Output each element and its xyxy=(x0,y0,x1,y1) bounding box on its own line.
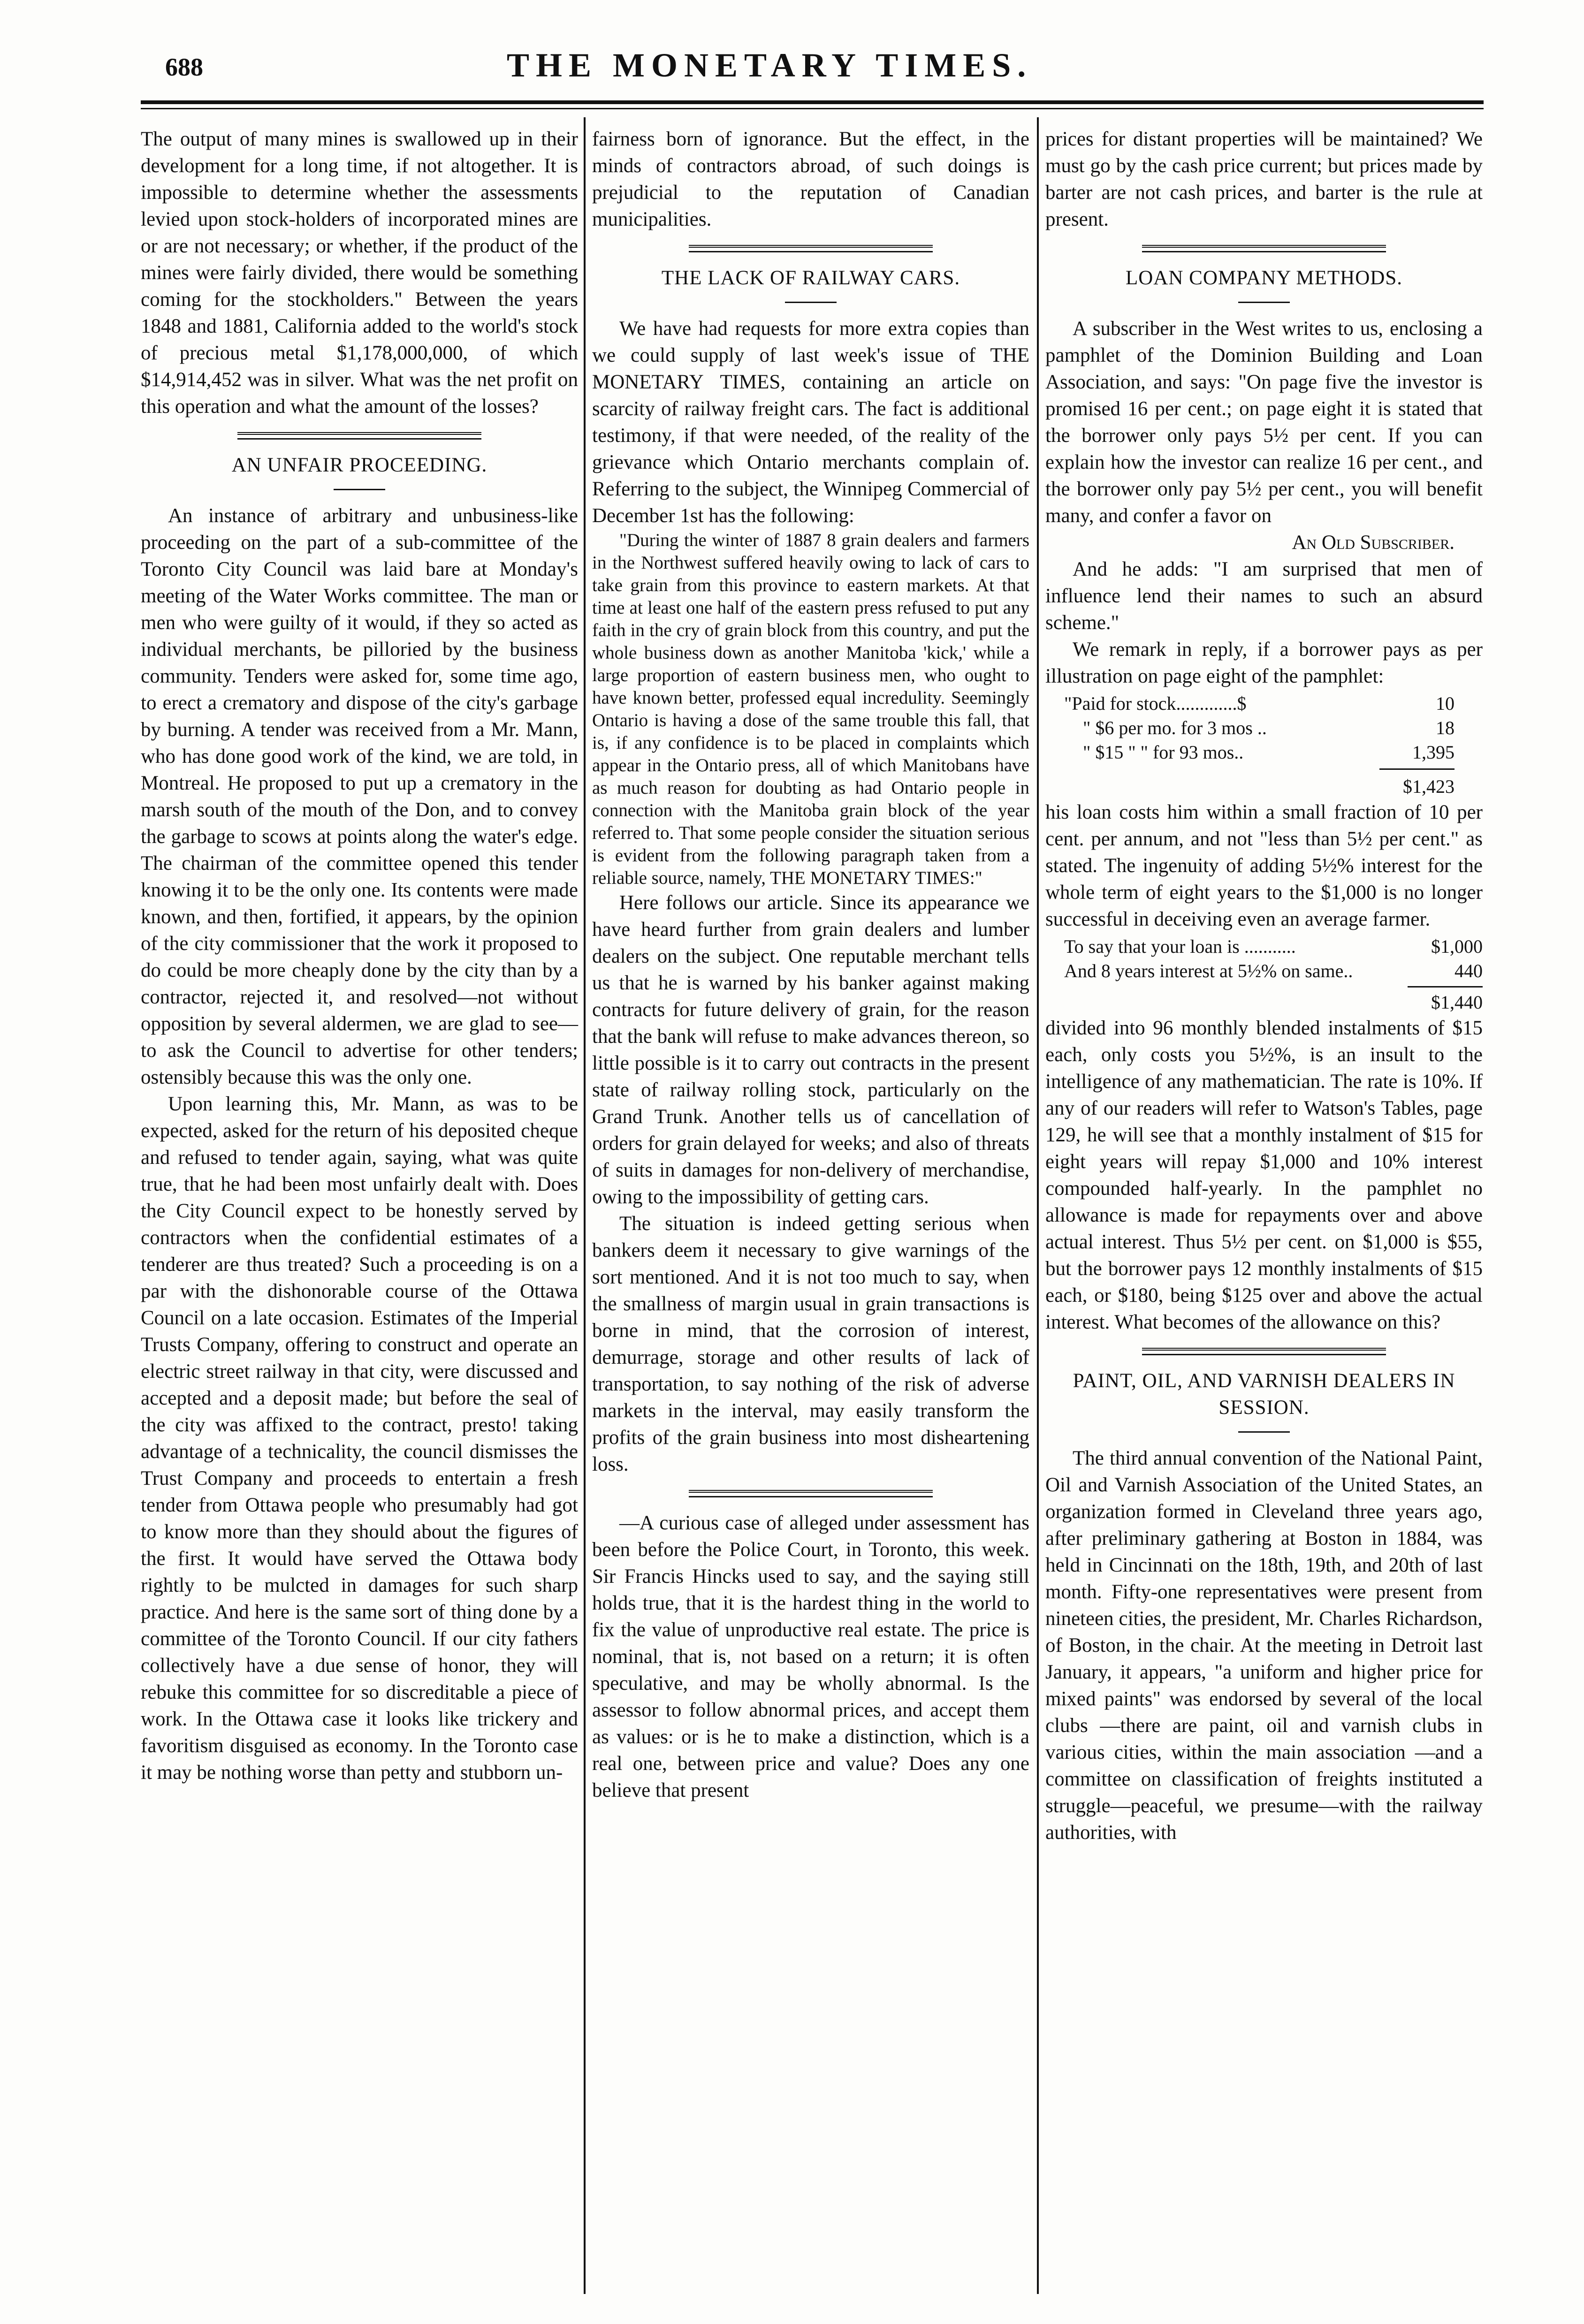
page-number: 688 xyxy=(165,53,203,81)
loan-label: And 8 years interest at 5½% on same.. xyxy=(1064,960,1353,981)
payment-row xyxy=(1064,716,1455,740)
column-2 xyxy=(592,126,1029,1804)
section-separator xyxy=(689,245,933,252)
payment-amount: 10 xyxy=(1436,693,1455,714)
article-paragraph: divided into 96 monthly blended instalments of $15 each, only costs you 5½%, is an insult to the intelligence of any mathematician. The rate is 10%. If any of our readers will refer to Watson's Tables, page 129, he will see that a monthly instalment of $15 for eight years will repay $1,000 and 10% interest compounded half-yearly. In the pamphlet no allowance is made for repayments over and above actual interest. Thus 5½ per cent. on $1,000 is $55, but the borrower pays 12 monthly instalments of $15 each, or $180, being $125 over and above the actual interest. What becomes of the allowance on this? xyxy=(1045,1017,1483,1333)
loan-row xyxy=(1064,934,1483,959)
payment-row xyxy=(1064,691,1455,716)
article-paragraph: Upon learning this, Mr. Mann, as was to be expected, asked for the return of his deposited cheque and refused to tender again, saying, what was quite true, that he had been most unfairly dealt with. Does the City Council expect to be honestly served by contractors when the confidential estimates of a tenderer are thus treated? Such a proceeding is on a par with the dishonorable course of the Ottawa Council on a late occasion. Estimates of the Imperial Trusts Company, offering to construct and operate an electric street railway in that city, were discussed and accepted and a deposit made; but before the seal of the city was affixed to the contract, presto! taking advantage of a technicality, the council dismisses the Trust Company and proceeds to entertain a fresh tender from Ottawa people who presumably had got to know more than they should about the figures of the first. It would have served the Ottawa body rightly to be mulcted in damages for such sharp practice. And here is the same sort of thing done by a committee of the Toronto Council. If our city fathers collectively have a due sense of honor, they will rebuke this committee for so discreditable a piece of work. In the Ottawa case it looks like trickery and favoritism disguised as economy. In the Toronto case it may be nothing worse than petty and stubborn un- xyxy=(141,1093,578,1784)
heading-underline xyxy=(1238,302,1290,303)
article-heading-paint-oil-varnish: PAINT, OIL, AND VARNISH DEALERS IN SESSION. xyxy=(1073,1370,1455,1419)
loan-total: $1,440 xyxy=(1431,992,1483,1013)
mines-paragraph-continued: The output of many mines is swallowed up in their development for a long time, if not altogether. It is impossible to determine whether the assessments levied upon stock-holders of incorporated mines are or are not necessary; or whether, if the product of the mines were fairly divided, there would be something coming for the stockholders." Between the years 1848 and 1881, California added to the world's stock of precious metal $1,178,000,000, of which $14,914,452 was in silver. What was the net profit on this operation and what the amount of the losses? xyxy=(141,128,578,418)
article-paragraph: An instance of arbitrary and unbusiness-like proceeding on the part of a sub-committee of the Toronto City Council was laid bare at Monday's meeting of the Water Works committee. The man or men who were guilty of it would, if they so acted as individual merchants, be pilloried by the business community. Tenders were asked for, some time ago, to erect a crematory and dispose of the city's garbage by burning. A tender was received from a Mr. Mann, who has done good work of the kind, we are told, in Montreal. He proposed to put up a crematory in the marsh south of the mouth of the Don, and to convey the garbage to scows at points along the water's edge. The chairman of the committee opened this tender knowing it to be the only one. Its contents were made known, and then, fortified, it appears, by the opinion of the city commissioner that the work it proposed to do could be more cheaply done by the city than by a contractor, rejected it, and resolved—not without opposition by several aldermen, we are glad to see—to ask the Council to advertise for other tenders; ostensibly because this was the only one. xyxy=(141,505,578,1088)
column-divider-1 xyxy=(584,117,586,2294)
article-paragraph: his loan costs him within a small fraction of 10 per cent. per annum, and not "less than 5½ per cent." as stated. The ingenuity of adding 5½% interest for the whole term of eight years to the $1,000 is no longer successful in deceiving even an average farmer. xyxy=(1045,801,1483,930)
article-paragraph: We remark in reply, if a borrower pays as per illustration on page eight of the pamphlet: xyxy=(1045,638,1483,687)
article-paragraph: The situation is indeed getting serious when bankers deem it necessary to give warnings of the sort mentioned. And it is not too much to say, when the smallness of margin usual in grain transactions is borne in mind, that the corrosion of interest, demurrage, storage and other results of lack of transportation, to say nothing of the risk of adverse markets in the interval, may easily transform the profits of the grain business into most disheartening loss. xyxy=(592,1213,1029,1475)
loan-amount: 440 xyxy=(1455,960,1483,981)
article-paragraph: A subscriber in the West writes to us, enclosing a pamphlet of the Dominion Building and Loan Association, and says: "On page five the investor is promised 16 per cent.; on page eight it is stated that the borrower only pays 5½ per cent. If you can explain how the investor can realize 16 per cent., and the borrower only pay 5½ per cent., you will benefit many, and confer a favor on xyxy=(1045,318,1483,527)
loan-label: To say that your loan is ........... xyxy=(1064,936,1296,957)
assessment-paragraph-continued: prices for distant properties will be maintained? We must go by the cash price current; but prices made by barter are not cash prices, and barter is the rule at present. xyxy=(1045,128,1483,230)
article-heading-loan-company: LOAN COMPANY METHODS. xyxy=(1125,267,1402,289)
unfair-proceeding-continued: fairness born of ignorance. But the effect, in the minds of contractors abroad, of such doings is prejudicial to the reputation of Canadian municipalities. xyxy=(592,128,1029,230)
news-item-paragraph: —A curious case of alleged under assessment has been before the Police Court, in Toronto, this week. Sir Francis Hincks used to say, and the saying still holds true, that it is the hardest thing in the world to fix the value of unproductive real estate. The price is nominal, that is, not based on a return; it is often speculative, and may be wholly abnormal. Is the assessor to follow abnormal prices, and accept them as values: or is he to make a distinction, which is a real one, between price and value? Does any one believe that present xyxy=(592,1512,1029,1801)
loan-table xyxy=(1064,934,1483,1015)
sum-rule xyxy=(1379,768,1455,770)
payment-label: " $6 per mo. for 3 mos .. xyxy=(1083,717,1267,738)
heading-underline xyxy=(334,489,385,490)
section-separator xyxy=(1142,1348,1386,1355)
article-paragraph: Here follows our article. Since its appearance we have heard further from grain dealers and lumber dealers on the subject. One reputable merchant tells us that he is warned by his banker against making contracts for future delivery of grain, for the reason that the bank will refuse to make advances thereon, so little possible is it to carry out contracts in the present state of railway rolling stock, particularly on the Grand Trunk. Another tells us of cancellation of orders for grain delayed for weeks; and also of threats of suits in damages for non-delivery of merchandise, owing to the impossibility of getting cars. xyxy=(592,892,1029,1208)
payment-row xyxy=(1064,740,1455,765)
column-1 xyxy=(141,126,578,1786)
payment-amount: 18 xyxy=(1436,717,1455,738)
article-paragraph: And he adds: "I am surprised that men of influence lend their names to such an absurd scheme." xyxy=(1045,558,1483,634)
column-divider-2 xyxy=(1037,117,1039,2294)
letter-signature: An Old Subscriber. xyxy=(1292,532,1455,554)
article-heading-railway-cars: THE LACK OF RAILWAY CARS. xyxy=(661,267,960,289)
article-paragraph: The third annual convention of the National Paint, Oil and Varnish Association of the United States, an organization formed in Cleveland three years ago, after preliminary gathering at Boston in 1884, was held in Cincinnati on the 18th, 19th, and 20th of last month. Fifty-one representatives were present from nineteen cities, the president, Mr. Charles Richardson, of Boston, in the chair. At the meeting in Detroit last January, it appears, "a uniform and higher price for mixed paints" was endorsed by several of the local clubs —there are paint, oil and varnish clubs in various cities, within the main association —and a committee on classification of freights instituted a struggle—peaceful, we presume—with the railway authorities, with xyxy=(1045,1447,1483,1844)
masthead-title: THE MONETARY TIMES. xyxy=(507,46,1033,84)
loan-amount: $1,000 xyxy=(1431,936,1483,957)
payment-table xyxy=(1064,691,1455,799)
sum-rule xyxy=(1408,986,1483,987)
article-paragraph: We have had requests for more extra copies than we could supply of last week's issue of THE MONETARY TIMES, containing an article on scarcity of railway freight cars. The fact is additional testimony, if that were needed, of the reality of the grievance which Ontario merchants complain of. Referring to the subject, the Winnipeg Commercial of December 1st has the following: xyxy=(592,318,1029,527)
loan-row xyxy=(1064,959,1483,983)
payment-label: " $15 " " for 93 mos.. xyxy=(1083,742,1244,763)
header-rule-thin xyxy=(141,108,1484,109)
payment-total: $1,423 xyxy=(1403,776,1455,797)
heading-underline xyxy=(785,302,837,303)
section-separator xyxy=(689,1490,933,1497)
payment-label: "Paid for stock.............$ xyxy=(1064,693,1247,714)
payment-amount: 1,395 xyxy=(1412,742,1455,763)
article-heading-unfair-proceeding: AN UNFAIR PROCEEDING. xyxy=(231,454,487,476)
heading-underline xyxy=(1238,1431,1290,1433)
section-separator xyxy=(237,432,481,440)
column-3 xyxy=(1045,126,1483,1846)
quoted-passage: "During the winter of 1887 8 grain dealers and farmers in the Northwest suffered heavily owing to lack of cars to take grain from this province to eastern markets. At that time at least one half of the eastern press refused to put any faith in the cry of grain block from this country, and put the whole business down as another Manitoba 'kick,' while a large proportion of eastern business men, who ought to have known better, professed equal incredulity. Seemingly Ontario is having a dose of the same trouble this fall, that is, if any confidence is to be placed in complaints which appear in the Ontario press, all of which Manitobans have as much reason for doubting as had Ontario people in connection with the Manitoba grain block of the year referred to. That some people consider the situation serious is evident from the following paragraph taken from a reliable source, namely, THE MONETARY TIMES:" xyxy=(592,530,1029,888)
header-rule-thick xyxy=(141,100,1484,104)
section-separator xyxy=(1142,245,1386,252)
